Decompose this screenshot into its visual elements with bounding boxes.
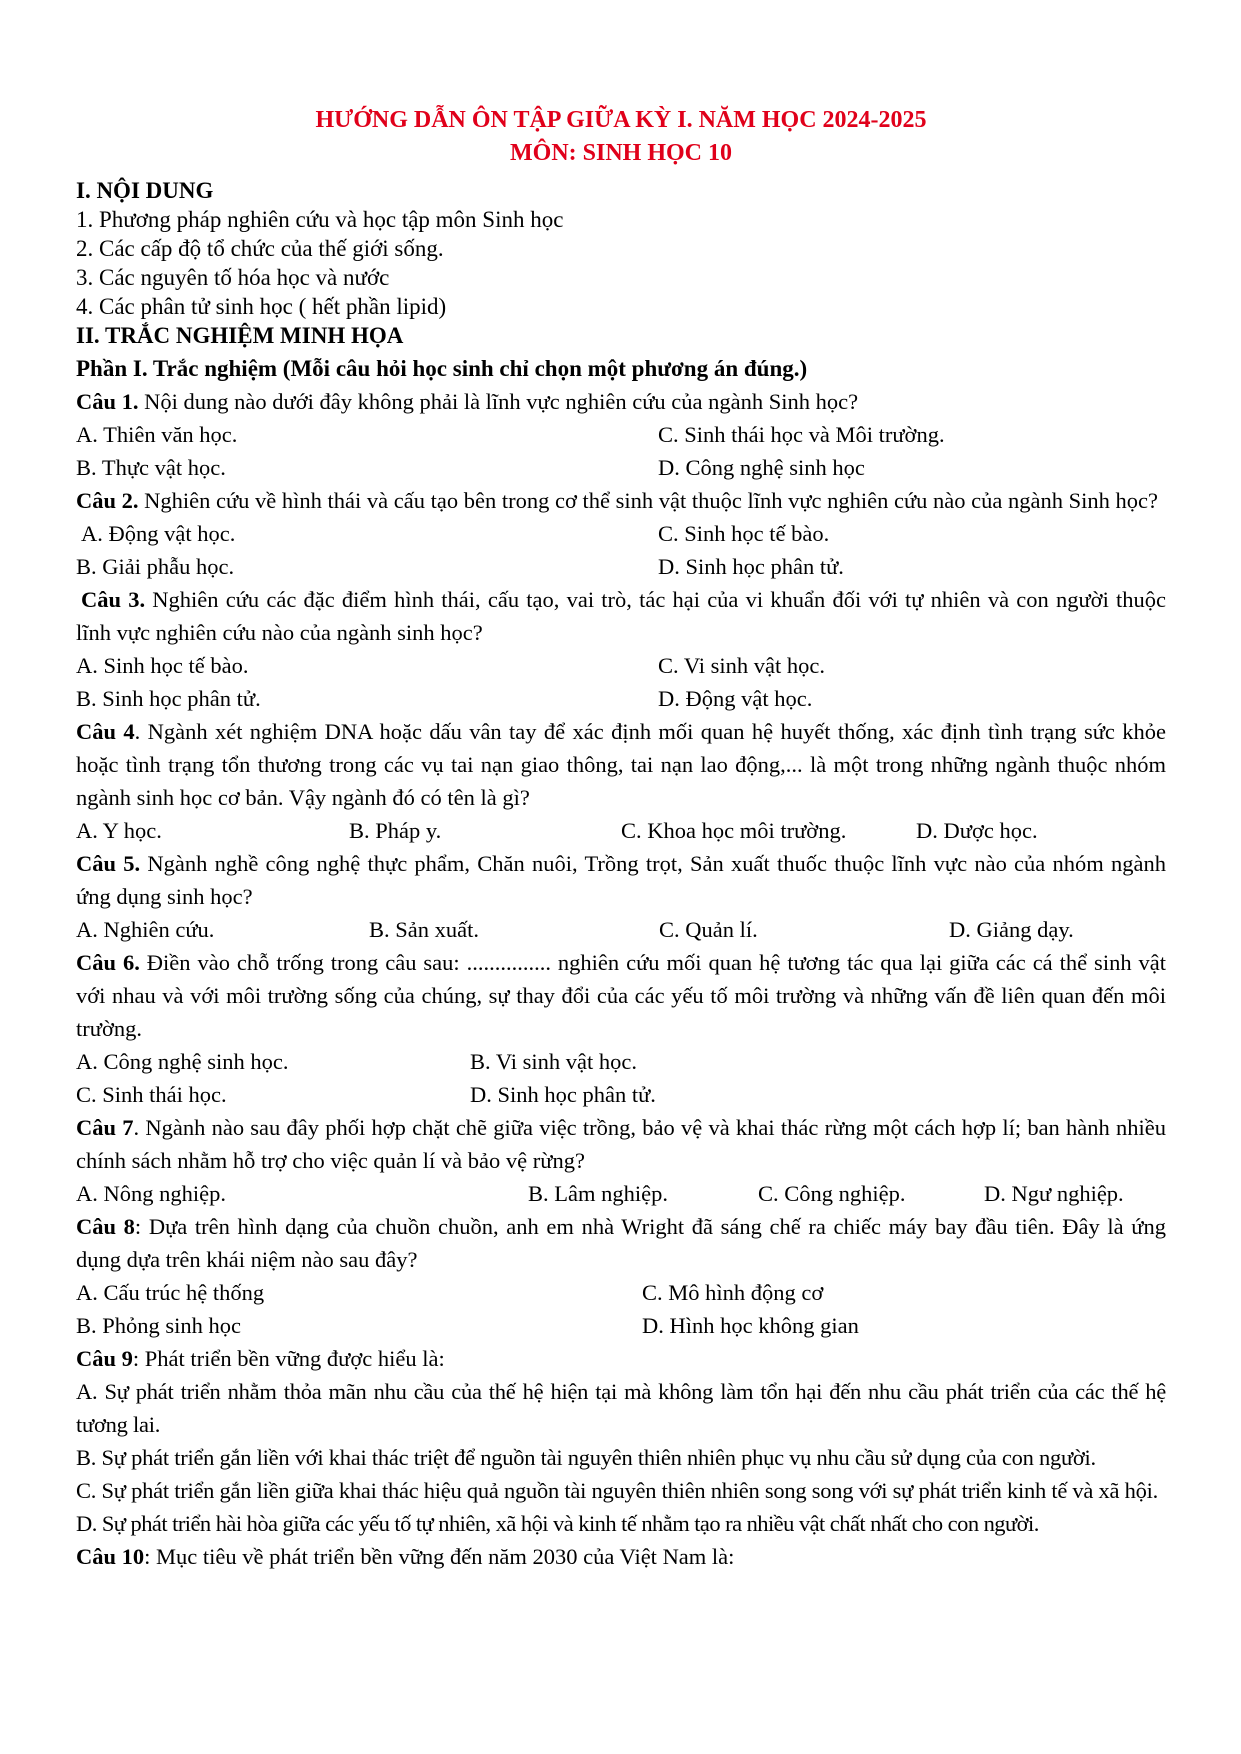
- question-text: Nghiên cứu các đặc điểm hình thái, cấu tạo, vai trò, tác hại của vi khuẩn đối với tự nhiên và con người thuộc lĩnh vực nghiên cứu nào của ngành sinh học?: [76, 587, 1166, 645]
- content-list-item: 1. Phương pháp nghiên cứu và học tập môn Sinh học: [76, 207, 564, 232]
- option-a: A. Y học.: [76, 818, 162, 843]
- question-6: [76, 946, 1166, 1045]
- content-list-item: 3. Các nguyên tố hóa học và nước: [76, 265, 390, 290]
- question-text: Ngành nghề công nghệ thực phẩm, Chăn nuôi, Trồng trọt, Sản xuất thuốc thuộc lĩnh vực nào của nhóm ngành ứng dụng sinh học?: [76, 851, 1166, 909]
- option-a: A. Thiên văn học.: [76, 422, 238, 447]
- question-label: Câu 2.: [76, 488, 139, 513]
- option-d: D. Giảng dạy.: [949, 917, 1074, 942]
- option-c: C. Sinh thái học và Môi trường.: [658, 422, 945, 447]
- option-a: A. Nông nghiệp.: [76, 1181, 226, 1206]
- question-text: . Ngành xét nghiệm DNA hoặc dấu vân tay để xác định mối quan hệ huyết thống, xác định tình trạng sức khỏe hoặc tình trạng tổn thương trong các vụ tai nạn giao thông, tai nạn lao động,... là một trong những ngành thuộc nhóm ngành sinh học cơ bản. Vậy ngành đó có tên là gì?: [76, 719, 1166, 810]
- question-2: [76, 484, 1166, 517]
- question-label: Câu 10: [76, 1544, 145, 1569]
- option-d: D. Động vật học.: [658, 686, 813, 711]
- section2-heading: II. TRẮC NGHIỆM MINH HỌA: [76, 323, 404, 348]
- option-b: B. Sản xuất.: [369, 917, 479, 942]
- option-d: D. Sự phát triển hài hòa giữa các yếu tố tự nhiên, xã hội và kinh tế nhằm tạo ra nhiều vật chất nhất cho con người.: [76, 1511, 1039, 1536]
- question-text: : Dựa trên hình dạng của chuồn chuồn, anh em nhà Wright đã sáng chế ra chiếc máy bay đầu tiên. Đây là ứng dụng dựa trên khái niệm nào sau đây?: [76, 1214, 1167, 1272]
- options-row: [76, 913, 1166, 946]
- question-label: Câu 9: [76, 1346, 133, 1371]
- question-label: Câu 4: [76, 719, 135, 744]
- options-row: [76, 451, 1166, 484]
- content-list-item: 4. Các phân tử sinh học ( hết phần lipid): [76, 294, 447, 319]
- option-d: D. Sinh học phân tử.: [470, 1082, 656, 1107]
- document-page: [76, 104, 1166, 1573]
- options-row: [76, 418, 1166, 451]
- options-row: [76, 1078, 1166, 1111]
- option-c: C. Mô hình động cơ: [642, 1280, 824, 1305]
- question-text: Nội dung nào dưới đây không phải là lĩnh vực nghiên cứu của ngành Sinh học?: [138, 389, 859, 414]
- option-c: C. Công nghiệp.: [758, 1181, 906, 1206]
- option-d: D. Ngư nghiệp.: [984, 1181, 1124, 1206]
- option-a: A. Sinh học tế bào.: [76, 653, 249, 678]
- question-8: [76, 1210, 1166, 1276]
- question-label: Câu 8: [76, 1214, 135, 1239]
- content-list-item: 2. Các cấp độ tổ chức của thế giới sống.: [76, 236, 444, 261]
- question-text: Nghiên cứu về hình thái và cấu tạo bên trong cơ thể sinh vật thuộc lĩnh vực nghiên cứu nào của ngành Sinh học?: [138, 488, 1158, 513]
- options-row: [76, 1276, 1166, 1309]
- option-b: B. Giải phẫu học.: [76, 554, 235, 579]
- option-a: A. Động vật học.: [81, 521, 236, 546]
- question-label: Câu 5.: [76, 851, 141, 876]
- question-7: [76, 1111, 1166, 1177]
- question-text: : Mục tiêu về phát triển bền vững đến năm 2030 của Việt Nam là:: [144, 1544, 735, 1569]
- section1-heading: I. NỘI DUNG: [76, 178, 214, 203]
- question-3: [76, 583, 1166, 649]
- document-title-line2: MÔN: SINH HỌC 10: [510, 140, 732, 166]
- options-row: [76, 1045, 1166, 1078]
- options-row: [76, 814, 1166, 847]
- option-b: B. Thực vật học.: [76, 455, 226, 480]
- option-d: D. Công nghệ sinh học: [658, 455, 865, 480]
- document-title-line1: HƯỚNG DẪN ÔN TẬP GIỮA KỲ I. NĂM HỌC 2024-2025: [315, 107, 927, 133]
- options-row: [76, 1177, 1166, 1210]
- option-b: B. Lâm nghiệp.: [528, 1181, 668, 1206]
- option-b: B. Pháp y.: [349, 818, 442, 843]
- options-row: [76, 649, 1166, 682]
- options-row: [76, 682, 1166, 715]
- question-label: Câu 3.: [81, 587, 146, 612]
- question-1: [76, 385, 1166, 418]
- option-b: B. Sự phát triển gắn liền với khai thác triệt để nguồn tài nguyên thiên nhiên phục vụ nhu cầu sử dụng của con người.: [76, 1445, 1096, 1470]
- option-a: A. Cấu trúc hệ thống: [76, 1280, 265, 1305]
- option-a: A. Công nghệ sinh học.: [76, 1049, 289, 1074]
- question-text: . Ngành nào sau đây phối hợp chặt chẽ giữa việc trồng, bảo vệ và khai thác rừng một cách hợp lí; ban hành nhiều chính sách nhằm hỗ trợ cho việc quản lí và bảo vệ rừng?: [76, 1115, 1166, 1173]
- part1-heading: Phần I. Trắc nghiệm (Mỗi câu hỏi học sinh chỉ chọn một phương án đúng.): [76, 356, 808, 381]
- question-label: Câu 7: [76, 1115, 134, 1140]
- question-5: [76, 847, 1166, 913]
- option-c: C. Quản lí.: [659, 917, 758, 942]
- question-10: [76, 1540, 1166, 1573]
- option-a: A. Nghiên cứu.: [76, 917, 215, 942]
- options-row: [76, 517, 1166, 550]
- option-b: B. Vi sinh vật học.: [470, 1049, 637, 1074]
- option-c: C. Vi sinh vật học.: [658, 653, 825, 678]
- question-label: Câu 1.: [76, 389, 139, 414]
- option-d: D. Dược học.: [916, 818, 1038, 843]
- question-4: [76, 715, 1166, 814]
- options-row: [76, 1309, 1166, 1342]
- option-a: A. Sự phát triển nhằm thỏa mãn nhu cầu của thế hệ hiện tại mà không làm tổn hại đến nhu cầu phát triển của các thế hệ tương lai.: [76, 1379, 1166, 1437]
- question-text: : Phát triển bền vững được hiểu là:: [132, 1346, 445, 1371]
- question-label: Câu 6.: [76, 950, 140, 975]
- option-d: D. Sinh học phân tử.: [658, 554, 844, 579]
- option-c: C. Sinh thái học.: [76, 1082, 227, 1107]
- option-c: C. Sinh học tế bào.: [658, 521, 830, 546]
- option-b: B. Phỏng sinh học: [76, 1313, 242, 1338]
- question-text: Điền vào chỗ trống trong câu sau: ............... nghiên cứu mối quan hệ tương tác qua lại giữa các cá thể sinh vật với nhau và với môi trường sống của chúng, sự thay đổi của các yếu tố môi trường và những vấn đề liên quan đến môi trường.: [76, 950, 1167, 1041]
- option-c: C. Khoa học môi trường.: [621, 818, 847, 843]
- question-9: [76, 1342, 1166, 1375]
- options-row: [76, 550, 1166, 583]
- option-c: C. Sự phát triển gắn liền giữa khai thác hiệu quả nguồn tài nguyên thiên nhiên song song với sự phát triển kinh tế và xã hội.: [76, 1478, 1159, 1503]
- option-b: B. Sinh học phân tử.: [76, 686, 261, 711]
- option-d: D. Hình học không gian: [642, 1313, 859, 1338]
